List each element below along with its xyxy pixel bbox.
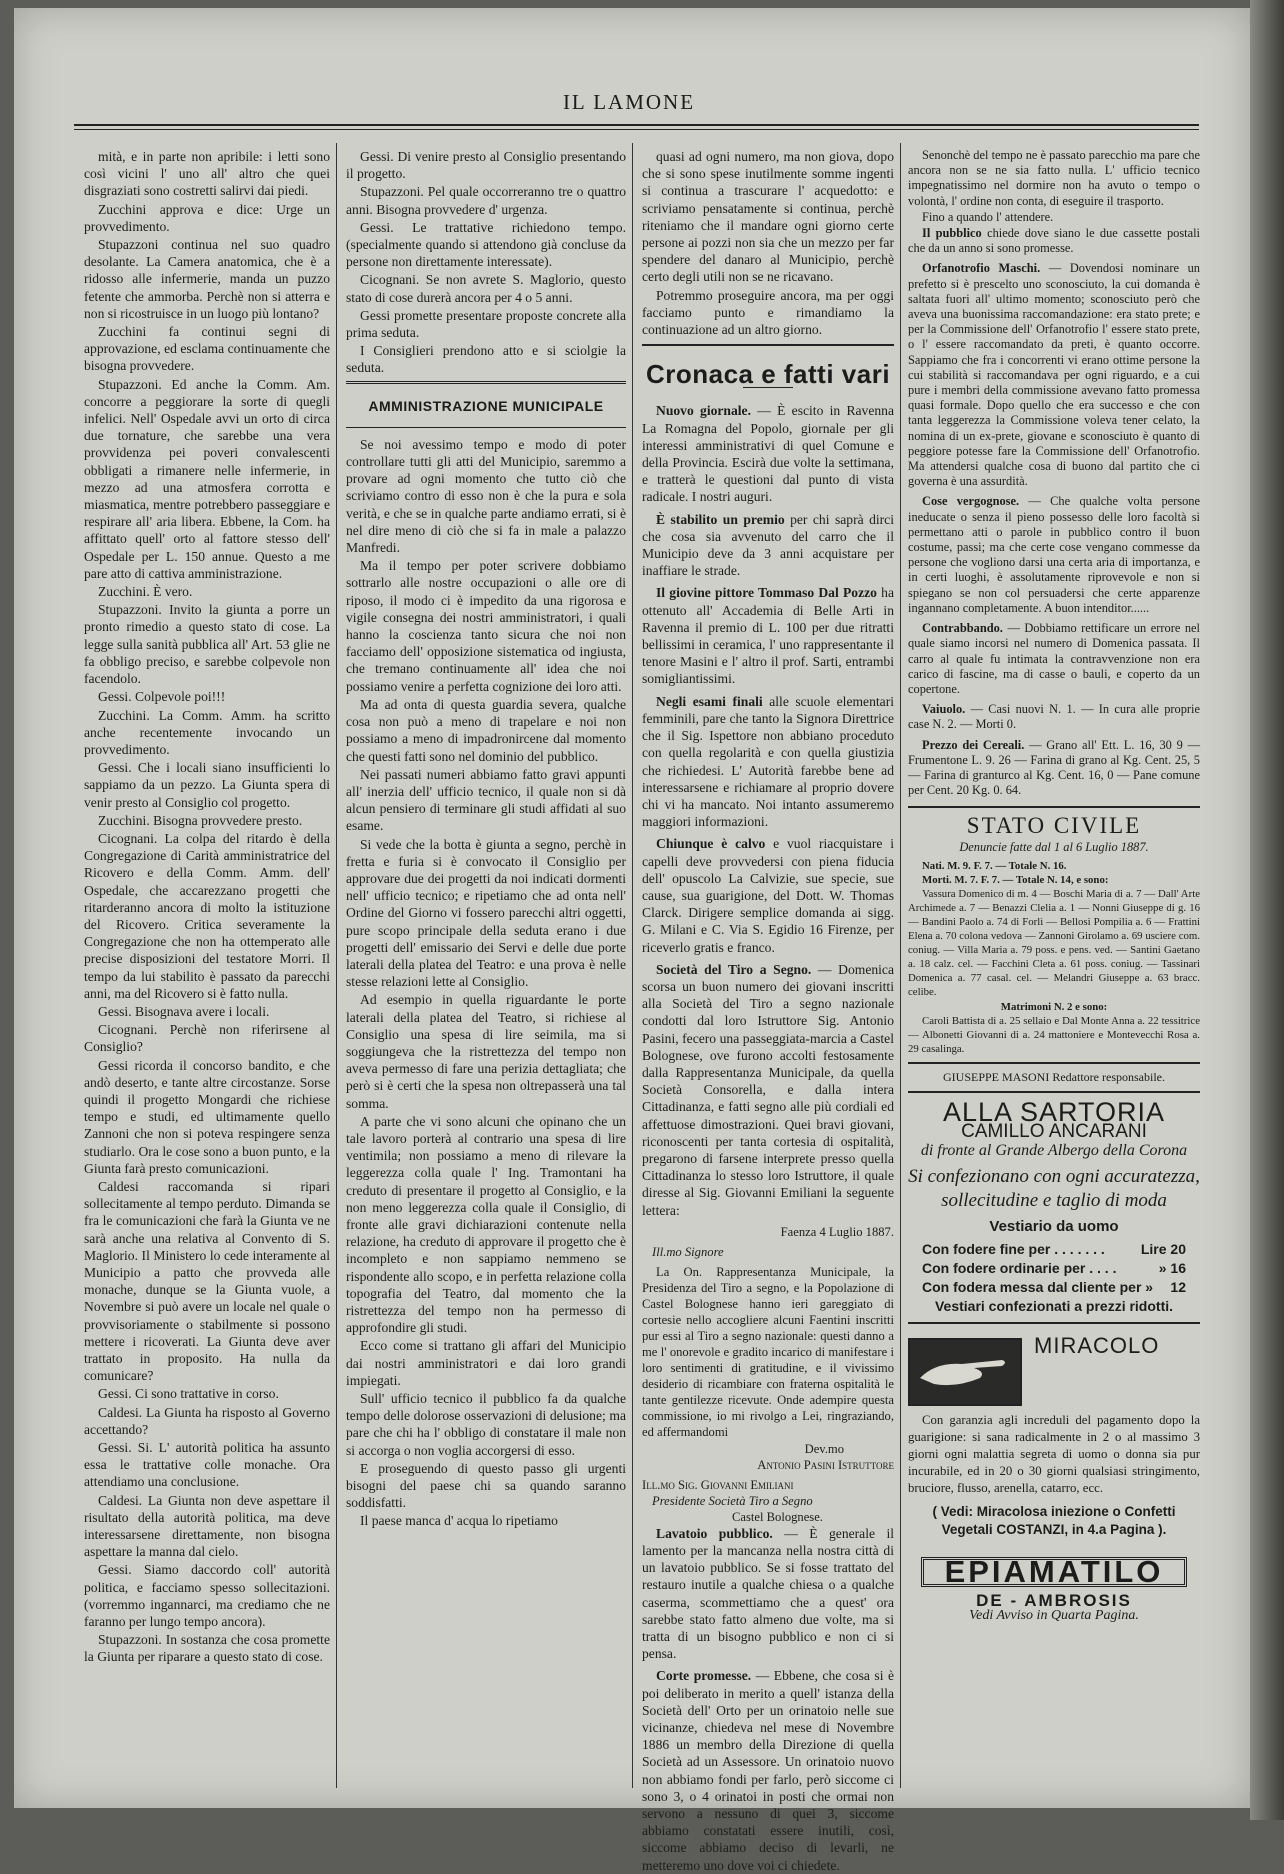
article-paragraph: Zucchini. È vero. [98,584,193,600]
news-item-text: e vuol riacquistare i capelli deve provvedersi con piena fiducia dell' opuscolo La Calvizie, sue specie, sue cause, sua guarigione, del Dott. W. Thomas Clarck. Dirigere semplice domanda ai sigg. G. Milani e C. Via S. Egidio 16 Firenze, per riceverlo gratis e franco. [642,836,894,955]
article-paragraph: Cicognani. La colpa del ritardo è della Congregazione di Carità amministratrice del Ricovero e della Comm. Amm. dell' Ospedale, che accarezzano progetti che ritarderanno ancora di molto la istituzione del Ricovero. Critica severamente la Congregazione che non ha ottemperato alle precise disposizioni del testatore Morri. Il tempo da lui stabilito è passato da parecchi anni, ma del Ricovero si è fatto nulla. [84,830,330,1001]
article-paragraph: Zucchini. Bisogna provvedere presto. [98,812,303,828]
news-item [642,1525,894,1663]
news-item-headline: Corte promesse. [656,1668,752,1684]
column-1 [84,148,330,1788]
ad-epiamatilo-note: Vedi Avviso in Quarta Pagina. [969,1607,1139,1623]
ad-sartoria-section: Vestiario da uomo [989,1218,1119,1236]
article-paragraph: Ma ad onta di questa guardia severa, qualche cosa non può a meno di trapelare e noi non possiamo a meno di impadronircene dal momento che questi fatti sono nel dominio del pubblico. [346,696,626,764]
ad-epiamatilo-maker: DE - AMBROSIS [976,1590,1132,1610]
news-item-headline: Vaiuolo. [922,702,966,717]
article-paragraph: Caldesi raccomanda si ripari sollecitamente al tempo perduto. Dimanda se fra le comunicazioni che farà la Giunta ve ne sarà anche una relativa al Convento di S. Maglorio. Il Ministero lo cede interamente al Municipio a patto che provveda alle monache, dunque se la Giunta vuole, a Novembre si può avere un locale nel quale o provvisoriamente o stabilmente si possono mettere i ricoverati. La Giunta deve aver trattato in proposito. Ha nulla da comunicare? [84,1178,330,1384]
news-item-text: chiede dove siano le due cassette postali che da un anno si sono promesse. [908,226,1201,256]
news-item-text: ha ottenuto all' Accademia di Belle Arti in Ravenna il premio di L. 100 per due ritratti bellissimi in ceramica, l' uno rappresentante il tenore Masini e l' altro il prof. Sarti, entrambi somigliantissimi. [642,585,894,687]
article-paragraph: Gessi. Bisognava avere i locali. [98,1003,270,1019]
news-item-text: — Che qualche volta persone ineducate o senza il pieno possesso delle loro facoltà si permettano atti o parole in pubblico contro il buon costume, passi; ma che certe cose vengano commesse da persone che vogliono darsi una certa aria di importanza, e in certi luoghi, è assolutamente riprovevole e non si spiegano se non col persuadersi che certe apparenze ingannano completamente. A buon intenditor...... [908,494,1200,615]
ad-sartoria-tagline: Si confezionano con ogni accuratezza, sollecitudine e taglio di moda [908,1166,1200,1212]
article-paragraph: Potremmo proseguire ancora, ma per oggi facciamo punto e rimandiamo la continuazione ad un altro giorno. [642,287,894,338]
ad-epiamatilo-title: EPIAMATILO [921,1557,1187,1586]
article-paragraph: Ecco come si trattano gli affari del Municipio dai nostri amministratori e dai loro grandi impiegati. [346,1338,626,1388]
article-paragraph: Si vede che la botta è giunta a segno, perchè in fretta e furia si è convocato il Consiglio per approvare due dei progetti da noi indicati dormenti nell' ufficio tecnico; e ripetiamo che ad onta nell' Ordine del Giorno vi fossero parecchi altri oggetti, pure scopo principale della seduta erano i due progetti dell' emissario dei Servi e delle due porte laterali della platea del Teatro: e una prova è nelle stesse relazioni lette al Consiglio. [346,836,626,990]
article-paragraph: Ad esempio in quella riguardante le porte laterali della platea del Teatro, si richiese al Consiglio una spesa di lire seimila, ma si soggiungeva che la ristrettezza del tempo non aveva permesso di fare una perizia dettagliata; che però si è certi che la spesa non oltrepasserà una tal somma. [346,992,626,1111]
news-item-text: — Domenica scorsa un buon numero dei giovani inscritti alla Società del Tiro a segno nazionale condotti dal loro Istruttore Sig. Antonio Pasini, fecero una passeggiata-marcia a Castel Bolognese, ove furono accolti festosamente dalla Rappresentanza Municipale, da quella Società Consorella, e dalla intera Cittadinanza, e fatti segno alle più cordiali ed affettuose dimostrazioni. Quei bravi giovani, riconoscenti per tanta cortesia di ospitalità, pregarono di farsene interprete presso quella Cittadinanza lo stesso loro Istruttore, il quale diresse al Sig. Giovanni Emiliani la seguente lettera: [642,961,894,1218]
article-paragraph: Gessi. Ci sono trattative in corso. [98,1386,279,1402]
article-paragraph: Caldesi. La Giunta non deve aspettare il risultato della autorità politica, ma deve interessarsene direttamente, non bisogna aspettare la manna dal cielo. [84,1492,330,1560]
stato-civile-matrimoni: Caroli Battista di a. 25 sellaio e Dal Monte Anna a. 22 tessitrice — Albonetti Giovanni di a. 24 mattoniere e Montevecchi Rosa a. 29 casalinga. [908,1014,1200,1055]
news-item [908,494,1200,616]
news-item-text: — Ebbene, che cosa si è poi deliberato in merito a quell' istanza della Società dell' Orto per un orinatoio nelle sue vicinanze, chiedeva nel mese di Novembre 1886 un membro della Direzione di quella Società ad un Assessore. Un orinatoio nuovo non abbiamo fondi per farlo, però siccome ci sono 3, o 4 orinatoi in posti che ormai non servono a nessuno di quei 3, siccome abbiamo constatati essere inutili, così, siccome abbiamo deciso di levarli, ne metteremo uno dove voi ci chiedete. [642,1668,895,1873]
news-item-text: per chi saprà dirci che cosa sia avvenuto del carro che il Municipio deve da 3 anni acquistare per inaffiare le strade. [642,511,894,579]
ad-epiamatilo [908,1554,1200,1623]
article-paragraph: Stupazzoni. In sostanza che cosa promette la Giunta per riparare a questo stato di cose. [84,1632,330,1665]
article-paragraph: Caldesi. La Giunta ha risposto al Governo accettando? [84,1404,330,1437]
news-item-text: — Dobbiamo rettificare un errore nel quale siamo incorsi nel numero di Domenica passata. Il carro al quale fu intimata la contravvenzione non era carico di fascine, ma di casse o bauli, e coperto da un copertone. [908,621,1200,696]
news-item [642,1667,894,1873]
letter-addressee-place: Castel Bolognese. [732,1509,823,1524]
article-paragraph: Ma il tempo per poter scrivere dobbiamo sottrarlo alle nostre occupazioni o alle ore di riposo, il modo ci è impedito da una rigorosa e vigile consegna dei nostri amministratori, i quali hanno la coscienza tanto sicura che noi non facciamo dell' opposizione sistematica od ingiusta, che tremano continuamente all' idea che noi possiamo venire a perfetta cognizione dei loro atti. [346,558,626,694]
ad-miracolo [908,1333,1200,1539]
ad-sartoria-name: CAMILLO ANCARANI [961,1121,1147,1143]
letter-addressee-title: Presidente Società Tiro a Segno [652,1493,813,1508]
article-paragraph: I Consiglieri prendono atto e si sciolgie la seduta. [346,343,626,376]
letter-addressee: Ill.mo Sig. Giovanni Emiliani [642,1477,794,1492]
news-item-headline: Il giovine pittore Tommaso Dal Pozzo [656,585,877,601]
news-item-text: — Casi nuovi N. 1. — In cura alle proprie case N. 2. — Morti 0. [908,702,1200,732]
article-paragraph: E proseguendo di questo passo gli urgenti bisogni del paese chi sa quando saranno soddisfatti. [346,1460,626,1511]
letter-salutation: Ill.mo Signore [652,1244,724,1259]
column-4 [908,148,1200,1788]
article-paragraph: Cicognani. Perchè non riferirsene al Consiglio? [84,1022,330,1055]
page-edge [1250,0,1284,1820]
news-item [908,621,1200,697]
news-item [642,402,894,505]
news-item-headline: Prezzo dei Cereali. [922,737,1025,752]
letter-body: La On. Rappresentanza Municipale, la Presidenza del Tiro a segno, e la Popolazione di Castel Bolognese hanno ieri gareggiato di cortesie nello accogliere alcuni Faentini inscritti pur essi al Tiro a segno nazionale: questi danno a me l' onorevole e gradito incarico di manifestare i loro sentimenti di gratitudine, e il vivissimo desiderio di ricambiare con fraterna ospitalità le tante gentilezze ricevute. Onde adempire questa commissione, io mi rivolgo a Lei, ringraziando, ed affermandomi [642,1264,894,1439]
article-paragraph: A parte che vi sono alcuni che opinano che un tale lavoro porterà al contrario una spesa di lire ventimila; non possiamo a meno di rilevare la leggerezza colla quale l' Ing. Tramontani ha creduto di presentare il progetto al Consiglio, e la non meno leggerezza colla quale il Consiglio, di fronte alle gravi dichiarazioni contenute nella relazione, ha creduto di approvare il progetto che è incompleto e non sappiamo nemmeno se rispondente allo scopo, e in perfetta relazione colla topografia del Teatro, dal momento che la ristrettezza del tempo non ha permesso di approfondire gli studi. [346,1113,626,1336]
column-divider [336,143,337,1788]
news-item-headline: Negli esami finali [656,693,763,709]
ad-price-row [908,1278,1200,1297]
news-item-text: — Dovendosi nominare un prefetto si è prescelto uno sconosciuto, la cui domanda è saltata fuori all' ultimo momento; sconosciuto però che aveva una buonissima raccomandazione: era stato prete; e per la Commissione dell' Orfanotrofio l' essere stato prete, o l' essere raccomandato da preti, è quanto occorre. Sappiamo che fra i concorrenti vi erano ottime persone la cui stabilità si raccomandava per ogni riguardo, e a cui pure i membri della commissione avevano fatto promessa quasi formale. Dopo quello che era successo e che con tanta leggerezza la Commissione voleva tener celato, la nomina di un ex-prete, giovane e sconosciuto è quanto di peggiore potesse fare la Commissione dell' Orfanotrofio. Ma attendersi qualche cosa di buono dal partito che ci governa è una assurdità. [908,261,1200,489]
article-paragraph: Fino a quando l' attendere. [922,209,1054,224]
ad-price-row [908,1259,1200,1278]
news-item-text: — È generale il lamento per la mancanza nella nostra città di un lavatoio pubblico. Se si fosse trattato del restauro inutile a qualche chiesa o a qualche caserma, scommettiamo che a quest' ora sarebbe stato fatto almeno due volte, ma si tratta di un bisogno pubblico e non ci si pensa. [642,1525,895,1662]
article-paragraph: Gessi. Che i locali siano insufficienti lo sappiamo da un pezzo. La Giunta spera di venir presto al Consiglio col progetto. [84,760,330,810]
ad-miracolo-title: MIRACOLO [1034,1333,1160,1359]
ad-price-label: Con fodera messa dal cliente per » [922,1279,1154,1296]
article-paragraph: Gessi. Siamo daccordo coll' autorità politica, e facciamo spesso sollecitazioni. (vorremmo ingannarci, ma crediamo che ne faranno per lungo tempo ancora). [84,1562,330,1630]
article-paragraph: Cicognani. Se non avrete S. Maglorio, questo stato di cose durerà ancora per 4 o 5 anni. [346,272,626,305]
article-paragraph: Gessi. Si. L' autorità politica ha assunto essa le trattative colle monache. Ora attendiamo una conclusione. [84,1440,330,1490]
news-item-headline: Orfanotrofio Maschi. [922,261,1041,276]
news-item [642,961,894,1219]
column-3 [642,148,895,1873]
news-item-headline: Il pubblico [922,226,982,241]
letter-signature: Antonio Pasini Istruttore [757,1457,894,1472]
article-paragraph: Stupazzoni. Pel quale occorreranno tre o quattro anni. Bisogna provvedere d' urgenza. [346,184,626,217]
stato-civile-matrimoni-head: Matrimoni N. 2 e sono: [1000,1000,1108,1013]
article-paragraph: Il paese manca d' acqua lo ripetiamo [360,1513,558,1529]
ad-price-value: 12 [1170,1279,1186,1296]
stato-civile-morti-head: Morti. M. 7. F. 7. — Totale N. 14, e sono: [922,873,1109,886]
article-paragraph: Stupazzoni. Ed anche la Comm. Am. concorre a peggiorare la sorte di quegli infelici. Nell' Ospedale avvi un orto di circa due tornature, che sarebbe una vera provvidenza pei poveri convalescenti obbligati a rimanere nelle infermerie, in mezzo ad una atmosfera corrotta e miasmatica, mentre potrebbero passeggiare e respirare all' aria libera. Ebbene, la Com. ha affittato quell' orto al fattore stesso dell' Ospedale per L. 150 annue. Questo a me pare atto di cattiva amministrazione. [84,376,330,581]
masthead: IL LAMONE [562,90,696,114]
news-item-headline: È stabilito un premio [656,511,785,527]
news-item-headline: Chiunque è calvo [656,836,766,852]
ad-price-value: Lire 20 [1140,1241,1186,1258]
section-header-cronaca: Cronaca e fatti vari [645,359,891,390]
news-item [908,226,1200,256]
news-item-headline: Lavatoio pubblico. [656,1525,773,1541]
news-item-headline: Contrabbando. [922,621,1003,636]
news-item-text: alle scuole elementari femminili, pare che tanto la Signora Direttrice che il Sig. Ispettore non abbiano proceduto con quella regolarità e con quella giustizia che richiedesi. L' Autorità farebbe bene ad interessarsene e richiamare al proprio dovere chi vi ha mancato. Noi intanto assumeremo maggiori informazioni. [642,693,895,830]
stato-civile-subtitle: Denuncie fatte dal 1 al 6 Luglio 1887. [959,839,1149,854]
article-paragraph: Nei passati numeri abbiamo fatto gravi appunti all' inerzia dell' ufficio tecnico, il quale non si dà alcun pensiero di terminare gli studi affidati al suo esame. [346,766,626,834]
ad-price-label: Con fodere fine per . . . . . . . [922,1241,1105,1258]
section-header-amministrazione: AMMINISTRAZIONE MUNICIPALE [346,381,626,428]
news-item [908,261,1200,489]
article-paragraph: Zucchini approva e dice: Urge un provvedimento. [84,201,330,234]
news-item [642,511,894,580]
article-paragraph: Gessi ricorda il concorso bandito, e che andò deserto, e tante altre circostanze. Sorse quindi il progetto Mongardi che richiese tempo e studi, ed ultimamente quello Zannoni che non si poteva respingere senza studiarlo. Ora le cose sono a buon punto, e la Giunta farà presto comunicazioni. [84,1057,330,1176]
masthead-rule-thin [74,129,1199,130]
ad-price-value: » 16 [1158,1260,1186,1277]
article-paragraph: Sull' ufficio tecnico il pubblico fa da qualche tempo delle dolorose osservazioni di delusione; ma pare che chi ha l' obbligo di constatare il male non si accorga o non voglia accorgersi di esso. [346,1391,626,1458]
article-paragraph: Stupazzoni continua nel suo quadro desolante. La Camera anatomica, che è a ridosso alle infermerie, manda un puzzo fetente che ammorba. Perchè non si atterra e non si ricostruisce in un luogo più lontano? [84,237,330,321]
ad-sartoria-title: ALLA SARTORIA [942,1096,1166,1127]
stato-civile-nati: Nati. M. 9. F. 7. — Totale N. 16. [922,859,1067,872]
ad-sartoria [908,1096,1200,1316]
article-paragraph: quasi ad ogni numero, ma non giova, dopo che si sono spese inutilmente somme ingenti si continua a trascurare l' acquedotto: e scriviamo pensatamente si continua, perchè riteniamo che il mandare ogni giorno certe persone ai pozzi non sia che un mezzo per far spendere del danaro al Municipio, perchè certo degli utili non se ne ricavano. [642,149,894,285]
letter [642,1224,894,1525]
ad-miracolo-text: Con garanzia agli increduli del pagamento dopo la guarigione: si sana radicalmente in 2 o al massimo 3 giorni ogni malattia segreta di uomo o donna sia pur incurabile, ed in 20 o 30 giorni qualsiasi stringimento, bruciore, flusso, arenella, catarro, ecc. [908,1413,1200,1496]
news-item-headline: Cose vergognose. [922,494,1020,509]
news-item-headline: Società del Tiro a Segno. [656,961,812,977]
news-item [908,738,1200,799]
masthead-rule [74,124,1199,126]
hand-icon [908,1338,1022,1406]
editor-line: GIUSEPPE MASONI Redattore responsabile. [943,1069,1165,1084]
article-paragraph: Zucchini. La Comm. Amm. ha scritto anche recentemente invocando un provvedimento. [84,707,330,757]
article-paragraph: Se noi avessimo tempo e modo di poter controllare tutti gli atti del Municipio, saremmo a provare ad ogni momento che tutto ciò che scriviamo contro di esso non è che la pura e sola verità, e che se in qualche parte andiamo errati, si è nel dire meno di ciò che si fa in male a palazzo Manfredi. [346,436,626,556]
ad-price-label: Con fodere ordinarie per . . . . [922,1260,1117,1277]
ad-sartoria-location: di fronte al Grande Albergo della Corona [920,1142,1188,1160]
article-paragraph: Stupazzoni. Invito la giunta a porre un pronto rimedio a questo stato di cose. La legge sulla sanità pubblica all' Art. 53 glie ne fa obbligo preciso, e sarebbe colpevole non facendolo. [84,602,330,687]
news-item-headline: Nuovo giornale. [656,403,751,419]
ad-sartoria-footer: Vestiari confezionati a prezzi ridotti. [934,1298,1174,1315]
news-item-text: — È escito in Ravenna La Romagna del Popolo, giornale per gli interessi amministrativi di quel Comune e della Provincia. Escirà due volte la settimana, e tratterà le questioni dal punto di vista radicale. I nostri auguri. [642,403,894,505]
article-paragraph: Zucchini fa continui segni di approvazione, ed esclama continuamente che bisogna provvedere. [84,324,330,374]
article-paragraph: Gessi. Di venire presto al Consiglio presentando il progetto. [346,149,626,182]
news-item-text: — Grano all' Ett. L. 16, 30 9 — Frumentone L. 9. 26 — Farina di grano al Kg. Cent. 25, 5 — Farina di granturco al Kg. Cent. 16, 0 — Pane comune per Cent. 20 Kg. 0. 64. [908,737,1201,798]
article-paragraph: Gessi promette presentare proposte concrete alla prima seduta. [346,307,626,341]
news-item [642,584,894,687]
stato-civile-morti: Vassura Domenico di m. 4 — Boschi Maria di a. 7 — Dall' Arte Archimede a. 7 — Benazzi Clelia a. 1 — Nonni Giuseppe di g. 16 — Bandini Paolo a. 74 di Forlì — Bellosi Pompilia a. 6 — Frattini Elena a. 70 colona vedova — Zannoni Girolamo a. 69 usciere com. coniug. — Villa Maria a. 79 poss. e pens. ved. — Santini Gaetano a. 18 calz. cel. — Facchini Cleta a. 61 poss. coniug. — Tassinari Domenica a. 77 casal. cel. — Melandri Giuseppe a. 63 bracc. celibe. [908,887,1200,998]
news-item [642,693,894,831]
stato-civile-title: STATO CIVILE [966,813,1142,839]
letter-closing: Dev.mo [804,1441,844,1456]
news-item [642,835,894,955]
article-paragraph: Senonchè del tempo ne è passato parecchio ma pare che ancora non se ne sia fatto nulla. L' ufficio tecnico impegnatissimo nel dormire non ha avuto o tempo o volontà, l' ordine non conta, di eseguire il trasporto. [908,148,1200,208]
letter-date: Faenza 4 Luglio 1887. [780,1224,894,1239]
column-divider [900,143,901,1788]
ad-miracolo-note: ( Vedi: Miracolosa iniezione o Confetti Vegetali COSTANZI, in 4.a Pagina ). [932,1504,1176,1538]
newspaper-page [14,8,1250,1873]
column-2 [346,148,626,1788]
article-paragraph: mità, e in parte non apribile: i letti sono così vicini l' uno all' altro che quei disgraziati sono costretti salirvi dai piedi. [84,149,330,199]
news-item [908,702,1200,732]
article-paragraph: Gessi. Le trattative richiedono tempo. (specialmente quando si attendono già concluse da persone non direttamente interessate). [346,219,626,270]
column-divider [632,143,633,1788]
ad-price-row [908,1240,1200,1259]
article-paragraph: Gessi. Colpevole poi!!! [98,689,226,705]
